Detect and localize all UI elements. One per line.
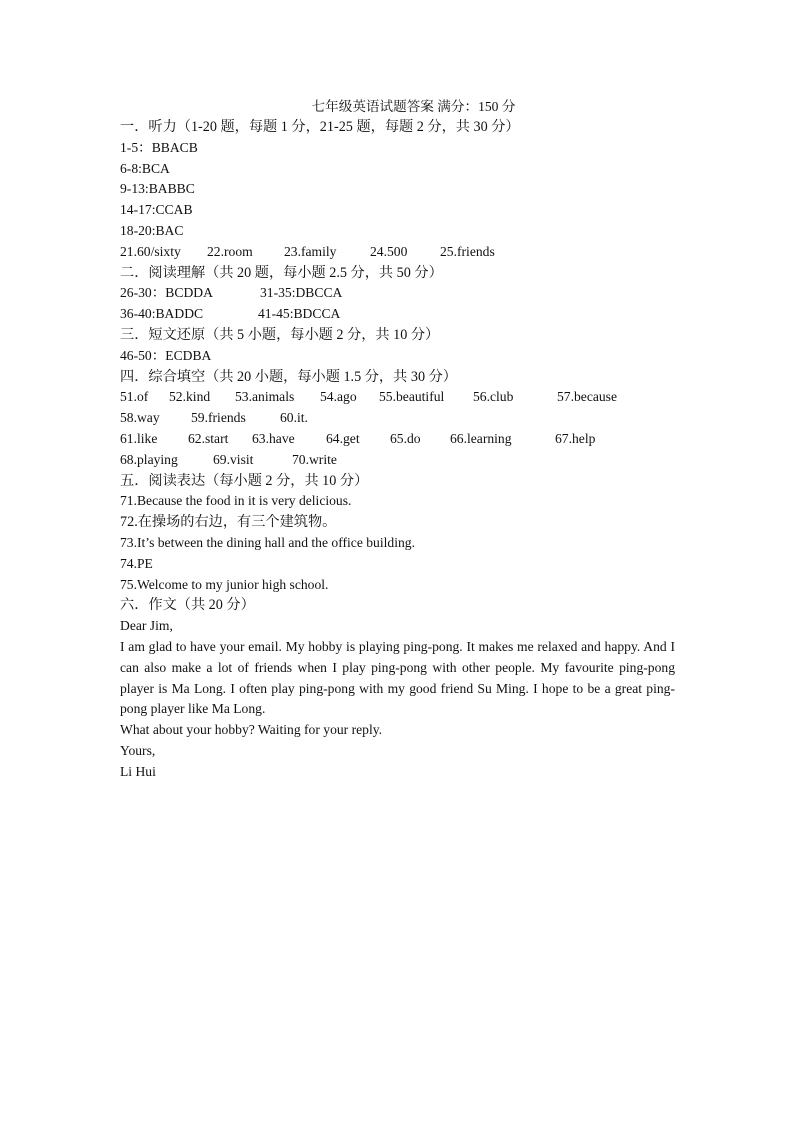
answer-line-51-57 bbox=[120, 387, 675, 408]
answer-line-68-70 bbox=[120, 450, 675, 471]
answer-72: 72.在操场的右边，有三个建筑物。 bbox=[120, 514, 337, 531]
answer-24: 24.500 bbox=[370, 243, 408, 259]
answer-line-1-5: 1-5：BBACB bbox=[120, 139, 198, 155]
answer-67: 67.help bbox=[555, 430, 596, 446]
answer-25: 25.friends bbox=[440, 243, 495, 259]
answer-22: 22.room bbox=[207, 243, 253, 259]
answer-21: 21.60/sixty bbox=[120, 243, 181, 259]
section-2-heading: 二．阅读理解（共 20 题，每小题 2.5 分，共 50 分） bbox=[120, 264, 443, 281]
answer-63: 63.have bbox=[252, 430, 295, 446]
letter-body: I am glad to have your email. My hobby is playing ping-pong. It makes me relaxed and happy. And I can also make a lot of friends when I play ping-pong with other people. My favourite ping-pong player is Ma Long. I often play ping-pong with my good friend Su Ming. I hope to be a great ping-pong player like Ma Long. bbox=[120, 638, 675, 717]
answer-line-36-45 bbox=[120, 304, 675, 325]
answer-59: 59.friends bbox=[191, 410, 246, 426]
answer-51: 51.of bbox=[120, 389, 149, 405]
letter-signoff: Yours, bbox=[120, 742, 156, 758]
answer-66: 66.learning bbox=[450, 430, 512, 446]
answer-line-61-67 bbox=[120, 429, 675, 450]
answer-62: 62.start bbox=[188, 430, 229, 446]
answer-69: 69.visit bbox=[213, 451, 254, 467]
answer-line-21-25 bbox=[120, 242, 675, 263]
answer-56: 56.club bbox=[473, 389, 514, 405]
answer-60: 60.it. bbox=[280, 410, 308, 426]
answer-58: 58.way bbox=[120, 410, 160, 426]
section-4-heading: 四．综合填空（共 20 小题，每小题 1.5 分，共 30 分） bbox=[120, 368, 457, 385]
answer-65: 65.do bbox=[390, 430, 421, 446]
answer-75: 75.Welcome to my junior high school. bbox=[120, 576, 329, 592]
answer-52: 52.kind bbox=[169, 389, 211, 405]
answer-64: 64.get bbox=[326, 430, 360, 446]
letter-closing-question: What about your hobby? Waiting for your reply. bbox=[120, 722, 383, 738]
answer-line-26-35 bbox=[120, 283, 675, 304]
answer-line-6-8: 6-8:BCA bbox=[120, 160, 170, 176]
answer-line-58-60 bbox=[120, 408, 675, 429]
section-3-heading: 三．短文还原（共 5 小题，每小题 2 分，共 10 分） bbox=[120, 326, 440, 343]
answer-line-46-50: 46-50：ECDBA bbox=[120, 347, 212, 363]
answer-73: 73.It’s between the dining hall and the office building. bbox=[120, 534, 415, 550]
answer-74: 74.PE bbox=[120, 555, 153, 571]
page-title: 七年级英语试题答案 满分：150 分 bbox=[311, 99, 516, 114]
answer-26-30: 26-30：BCDDA bbox=[120, 285, 213, 301]
section-5-heading: 五．阅读表达（每小题 2 分，共 10 分） bbox=[120, 472, 369, 489]
answer-61: 61.like bbox=[120, 430, 158, 446]
answer-57: 57.because bbox=[557, 389, 618, 405]
answer-54: 54.ago bbox=[320, 389, 357, 405]
letter-greeting: Dear Jim, bbox=[120, 618, 173, 634]
section-6-heading: 六．作文（共 20 分） bbox=[120, 597, 255, 614]
answer-70: 70.write bbox=[292, 451, 337, 467]
section-1-heading: 一．听力（1-20 题，每题 1 分，21-25 题，每题 2 分，共 30 分） bbox=[120, 119, 520, 135]
answer-key-content bbox=[120, 96, 675, 783]
answer-55: 55.beautiful bbox=[379, 389, 445, 405]
answer-36-40: 36-40:BADDC bbox=[120, 306, 204, 322]
answer-line-14-17: 14-17:CCAB bbox=[120, 202, 193, 218]
answer-53: 53.animals bbox=[235, 389, 295, 405]
answer-line-9-13: 9-13:BABBC bbox=[120, 181, 195, 197]
answer-68: 68.playing bbox=[120, 451, 178, 467]
answer-line-18-20: 18-20:BAC bbox=[120, 222, 184, 238]
answer-31-35: 31-35:DBCCA bbox=[260, 285, 343, 301]
letter-name: Li Hui bbox=[120, 763, 156, 779]
answer-41-45: 41-45:BDCCA bbox=[258, 306, 341, 322]
answer-23: 23.family bbox=[284, 243, 337, 259]
answer-71: 71.Because the food in it is very delicious. bbox=[120, 493, 352, 509]
